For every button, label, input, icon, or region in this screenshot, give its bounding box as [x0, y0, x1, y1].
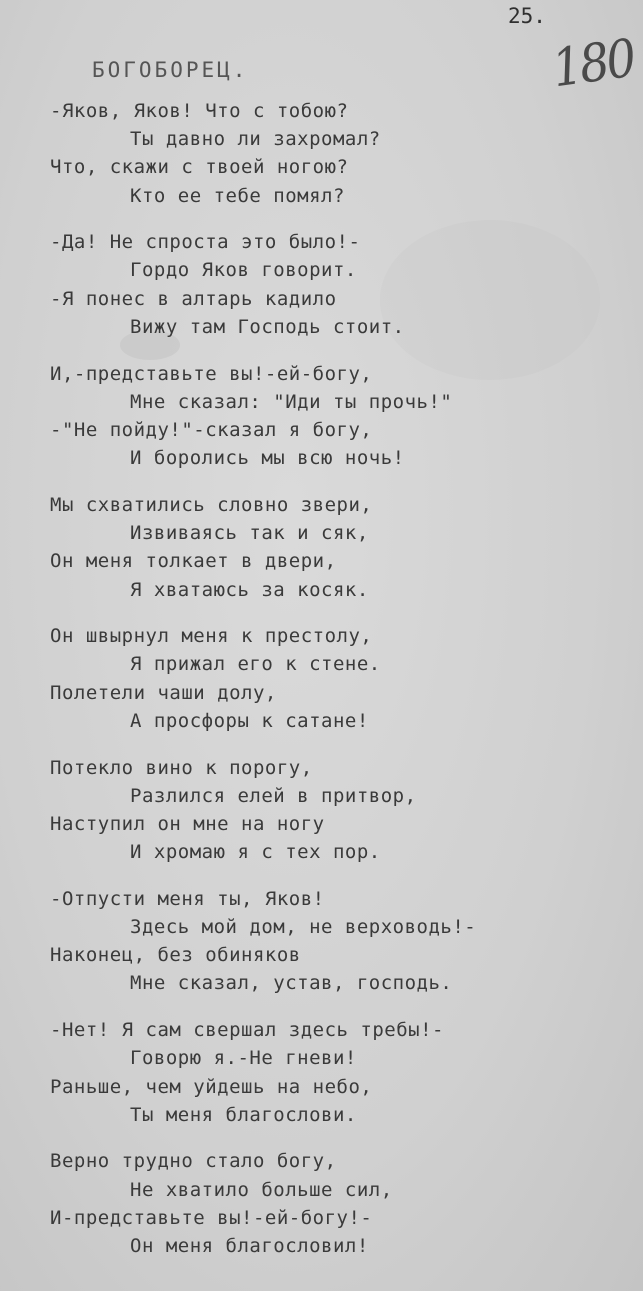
- poem-line: Мне сказал, устав, господь.: [130, 972, 453, 994]
- poem-line: Мы схватились словно звери,: [50, 494, 373, 516]
- poem-line: Полетели чаши долу,: [50, 682, 277, 704]
- poem-line: Разлился елей в притвор,: [130, 785, 417, 807]
- poem-line: Верно трудно стало богу,: [50, 1150, 337, 1172]
- poem-line: Ты меня благослови.: [130, 1104, 357, 1126]
- poem-line: Ты давно ли захромал?: [130, 128, 381, 150]
- paper-stain: [380, 220, 600, 380]
- poem-line: Наступил он мне на ногу: [50, 813, 325, 835]
- poem-line: Вижу там Господь стоит.: [130, 316, 405, 338]
- poem-line: Я хватаюсь за косяк.: [130, 579, 369, 601]
- poem-line: Он меня благословил!: [130, 1235, 369, 1257]
- poem-line: Мне сказал: "Иди ты прочь!": [130, 391, 453, 413]
- handwritten-archive-number: 180: [548, 28, 638, 100]
- poem-line: Здесь мой дом, не верховодь!-: [130, 916, 477, 938]
- poem-line: Он меня толкает в двери,: [50, 550, 337, 572]
- poem-line: Извиваясь так и сяк,: [130, 522, 369, 544]
- poem-line: -Отпусти меня ты, Яков!: [50, 888, 325, 910]
- poem-line: Потекло вино к порогу,: [50, 757, 313, 779]
- page-number: 25.: [508, 4, 546, 28]
- poem-line: Он швырнул меня к престолу,: [50, 625, 373, 647]
- poem-line: Я прижал его к стене.: [130, 653, 381, 675]
- poem-line: И хромаю я с тех пор.: [130, 841, 381, 863]
- poem-line: Не хватило больше сил,: [130, 1179, 393, 1201]
- poem-title: БОГОБОРЕЦ.: [92, 58, 249, 82]
- poem-line: И-представьте вы!-ей-богу!-: [50, 1207, 373, 1229]
- poem-line: Наконец, без обиняков: [50, 944, 301, 966]
- poem-line: -Яков, Яков! Что с тобою?: [50, 100, 349, 122]
- poem-line: Гордо Яков говорит.: [130, 259, 357, 281]
- poem-line: -Да! Не спроста это было!-: [50, 231, 361, 253]
- poem-line: И боролись мы всю ночь!: [130, 447, 405, 469]
- poem-line: Кто ее тебе помял?: [130, 185, 345, 207]
- poem-line: -"Не пойду!"-сказал я богу,: [50, 419, 373, 441]
- poem-line: И,-представьте вы!-ей-богу,: [50, 363, 373, 385]
- poem-line: -Я понес в алтарь кадило: [50, 288, 337, 310]
- poem-line: Что, скажи с твоей ногою?: [50, 156, 349, 178]
- poem-line: Говорю я.-Не гневи!: [130, 1047, 357, 1069]
- poem-line: А просфоры к сатане!: [130, 710, 369, 732]
- poem-line: Раньше, чем уйдешь на небо,: [50, 1076, 373, 1098]
- poem-line: -Нет! Я сам свершал здесь требы!-: [50, 1019, 444, 1041]
